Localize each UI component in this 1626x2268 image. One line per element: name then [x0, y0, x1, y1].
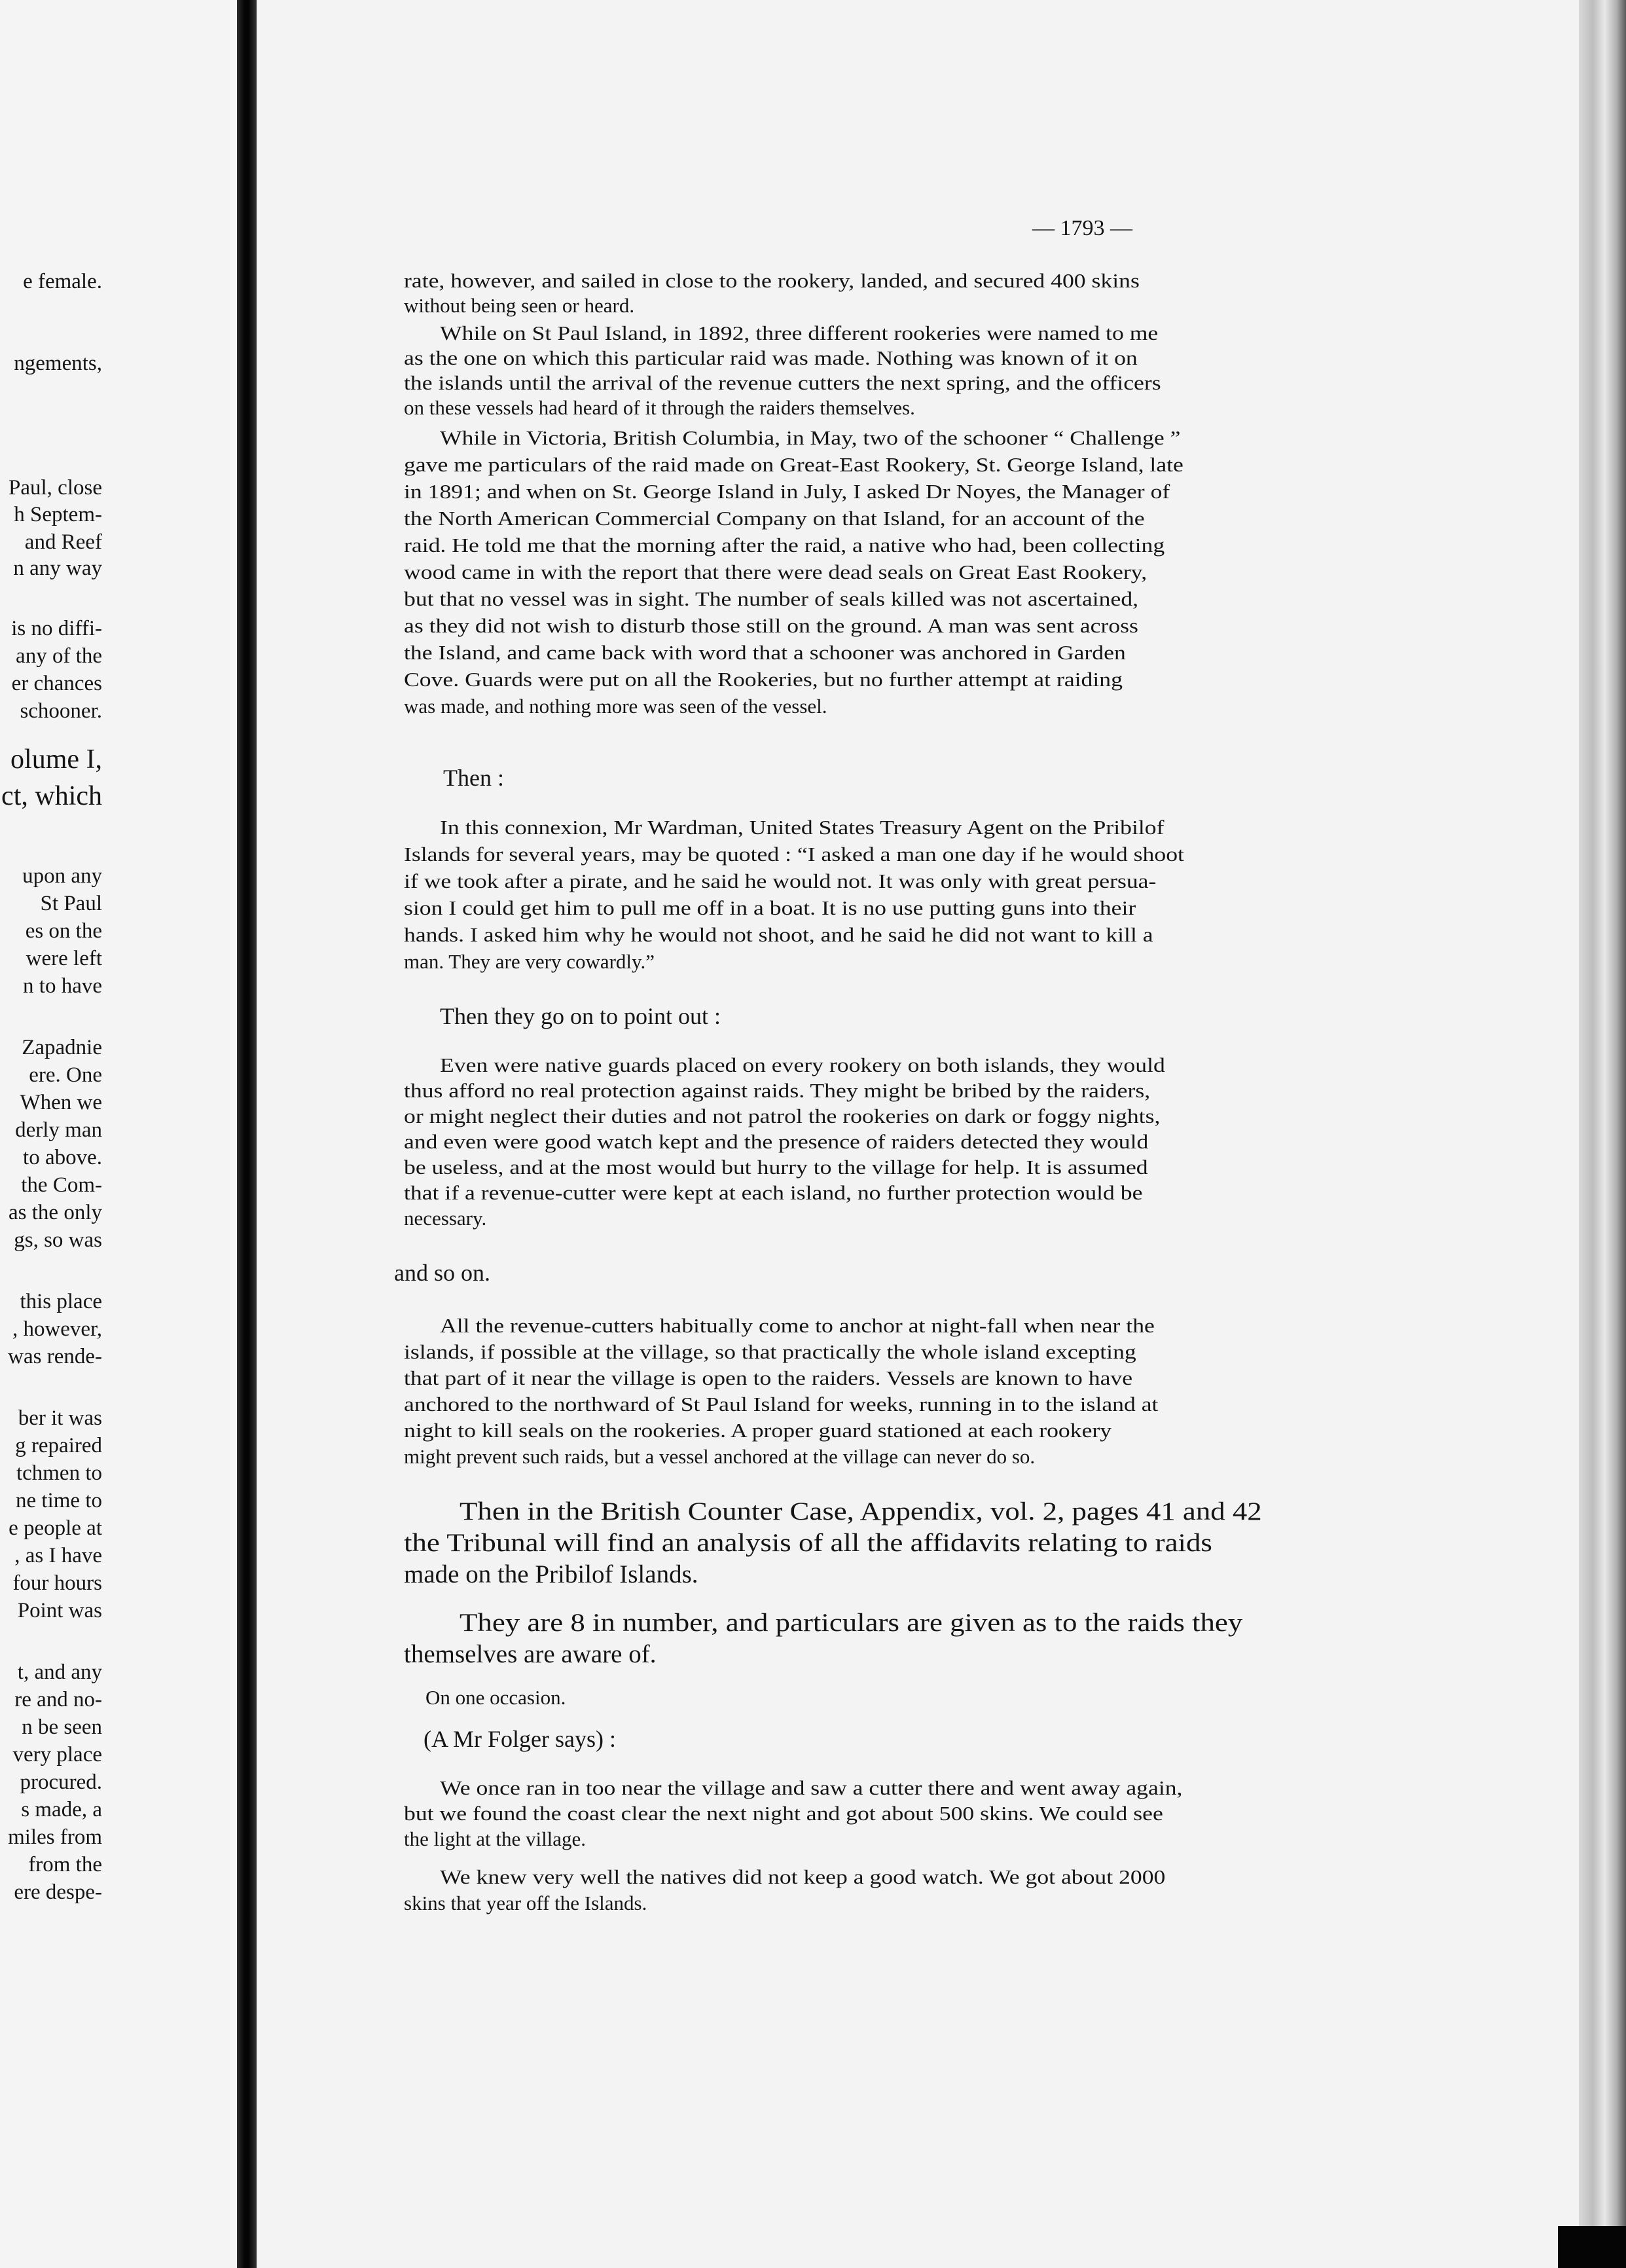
block2-line: While on St Paul Island, in 1892, three different rookeries were named to me [440, 321, 1159, 344]
page-gutter [237, 0, 257, 2268]
left-page-line: St Paul [40, 892, 102, 915]
left-page-line: e people at [9, 1516, 102, 1540]
block1-line: rate, however, and sailed in close to the rookery, landed, and secured 400 skins [404, 269, 1140, 292]
left-page-line: as the only [9, 1201, 102, 1224]
scan-border [1558, 2226, 1626, 2268]
left-facing-page [0, 0, 237, 2268]
left-page-line: ere. One [29, 1063, 102, 1087]
left-page-line: ngements, [14, 352, 102, 375]
block3-line: was made, and nothing more was seen of the vessel. [404, 695, 827, 718]
block4-line: Islands for several years, may be quoted : “I asked a man one day if he would shoot [404, 843, 1184, 866]
left-page-line: Zapadnie [22, 1036, 102, 1059]
left-page-line: ct, which [1, 781, 102, 811]
main-page [257, 0, 1579, 2268]
block3-line: but that no vessel was in sight. The number of seals killed was not ascertained, [404, 587, 1139, 610]
block3-line: the Island, and came back with word that a schooner was anchored in Garden [404, 641, 1126, 664]
block3-line: gave me particulars of the raid made on Great-East Rookery, St. George Island, late [404, 453, 1183, 476]
left-page-line: procured. [20, 1770, 102, 1794]
heading-then: Then : [443, 765, 504, 791]
page-number: — 1793 — [1032, 216, 1132, 240]
block9-line: the light at the village. [404, 1827, 587, 1850]
on-one-occasion: On one occasion. [425, 1686, 566, 1709]
left-page-line: derly man [15, 1118, 102, 1142]
block4-line: sion I could get him to pull me off in a boat. It is no use putting guns into their [404, 896, 1136, 919]
left-page-line: to above. [23, 1146, 102, 1169]
left-page-line: ber it was [18, 1406, 102, 1430]
block4-line: if we took after a pirate, and he said he would not. It was only with great persua- [404, 869, 1157, 892]
page-edge [1579, 0, 1626, 2268]
left-page-line: tchmen to [16, 1461, 102, 1485]
left-page-line: was rende- [8, 1345, 102, 1368]
block5-line: thus afford no real protection against raids. They might be bribed by the raiders, [404, 1079, 1151, 1102]
left-page-line: n be seen [22, 1715, 102, 1739]
left-page-line: s made, a [21, 1798, 102, 1821]
left-page-line: gs, so was [14, 1228, 102, 1252]
left-page-line: is no diffi- [11, 617, 102, 640]
block10-line: We knew very well the natives did not keep a good watch. We got about 2000 [440, 1865, 1166, 1888]
folger-says: (A Mr Folger says) : [424, 1726, 616, 1752]
left-page-line: were left [26, 947, 102, 970]
left-page-line: miles from [8, 1825, 102, 1849]
block6-line: might prevent such raids, but a vessel anchored at the village can never do so. [404, 1445, 1036, 1468]
block7-line: made on the Pribilof Islands. [404, 1560, 698, 1588]
block8-line: themselves are aware of. [404, 1640, 657, 1668]
block3-line: While in Victoria, British Columbia, in May, two of the schooner “ Challenge ” [440, 426, 1181, 449]
left-page-line: from the [28, 1853, 102, 1876]
left-page-line: e female. [23, 270, 102, 293]
left-page-line: the Com- [21, 1173, 102, 1197]
block5-line: or might neglect their duties and not patrol the rookeries on dark or foggy nights, [404, 1105, 1161, 1127]
left-page-line: re and no- [14, 1688, 102, 1711]
block5-line: Even were native guards placed on every rookery on both islands, they would [440, 1053, 1165, 1076]
left-page-line: this place [20, 1290, 102, 1313]
block3-line: as they did not wish to disturb those still on the ground. A man was sent across [404, 614, 1138, 637]
left-page-line: g repaired [15, 1434, 102, 1457]
left-page-line: er chances [11, 672, 102, 695]
left-page-line: ne time to [16, 1489, 102, 1512]
block3-line: raid. He told me that the morning after the raid, a native who had, been collecting [404, 534, 1165, 557]
block2-line: the islands until the arrival of the revenue cutters the next spring, and the officers [404, 371, 1161, 394]
heading-and-so-on: and so on. [394, 1260, 490, 1286]
block4-line: hands. I asked him why he would not shoot, and he said he did not want to kill a [404, 923, 1153, 946]
left-page-line: , as I have [14, 1544, 102, 1567]
block3-line: in 1891; and when on St. George Island in July, I asked Dr Noyes, the Manager of [404, 480, 1170, 503]
block8-line: They are 8 in number, and particulars are given as to the raids they [460, 1609, 1243, 1637]
block6-line: All the revenue-cutters habitually come to anchor at night-fall when near the [440, 1314, 1155, 1337]
left-page-line: n any way [13, 557, 102, 580]
block2-line: on these vessels had heard of it through the raiders themselves. [404, 396, 915, 419]
left-page-line: schooner. [20, 699, 102, 723]
left-page-line: Point was [17, 1599, 102, 1622]
block7-line: the Tribunal will find an analysis of all the affidavits relating to raids [404, 1529, 1212, 1557]
left-page-line: When we [20, 1091, 102, 1114]
left-page-line: olume I, [10, 744, 102, 775]
left-page-line: ere despe- [14, 1880, 102, 1904]
block5-line: and even were good watch kept and the presence of raiders detected they would [404, 1130, 1149, 1153]
block9-line: We once ran in too near the village and saw a cutter there and went away again, [440, 1776, 1183, 1799]
left-page-line: t, and any [17, 1660, 102, 1684]
block5-line: necessary. [404, 1207, 487, 1230]
block3-line: Cove. Guards were put on all the Rookeries, but no further attempt at raiding [404, 668, 1123, 691]
left-page-line: very place [12, 1743, 102, 1766]
left-page-line: upon any [22, 864, 102, 888]
left-page-line: and Reef [24, 530, 102, 554]
left-page-line: any of the [16, 644, 102, 668]
heading-point-out: Then they go on to point out : [440, 1003, 721, 1029]
block7-line: Then in the British Counter Case, Appendix, vol. 2, pages 41 and 42 [460, 1497, 1262, 1526]
left-page-line: four hours [12, 1571, 102, 1595]
block3-line: wood came in with the report that there were dead seals on Great East Rookery, [404, 560, 1147, 583]
block2-line: as the one on which this particular raid was made. Nothing was known of it on [404, 346, 1138, 369]
block4-line: In this connexion, Mr Wardman, United States Treasury Agent on the Pribilof [440, 816, 1165, 839]
block6-line: that part of it near the village is open to the raiders. Vessels are known to have [404, 1366, 1133, 1389]
block1-line: without being seen or heard. [404, 294, 635, 317]
block5-line: that if a revenue-cutter were kept at each island, no further protection would be [404, 1181, 1143, 1204]
block6-line: islands, if possible at the village, so that practically the whole island excepting [404, 1340, 1136, 1363]
left-page-line: es on the [25, 919, 102, 943]
block3-line: the North American Commercial Company on that Island, for an account of the [404, 507, 1145, 530]
left-page-line: , however, [12, 1317, 102, 1341]
left-page-line: h Septem- [14, 503, 102, 526]
block5-line: be useless, and at the most would but hurry to the village for help. It is assumed [404, 1156, 1148, 1179]
left-page-line: Paul, close [9, 476, 102, 500]
left-page-line: n to have [23, 974, 102, 998]
block4-line: man. They are very cowardly.” [404, 950, 655, 973]
block10-line: skins that year off the Islands. [404, 1892, 647, 1914]
block6-line: night to kill seals on the rookeries. A proper guard stationed at each rookery [404, 1419, 1112, 1442]
block9-line: but we found the coast clear the next night and got about 500 skins. We could see [404, 1802, 1163, 1825]
block6-line: anchored to the northward of St Paul Island for weeks, running in to the island at [404, 1393, 1159, 1416]
